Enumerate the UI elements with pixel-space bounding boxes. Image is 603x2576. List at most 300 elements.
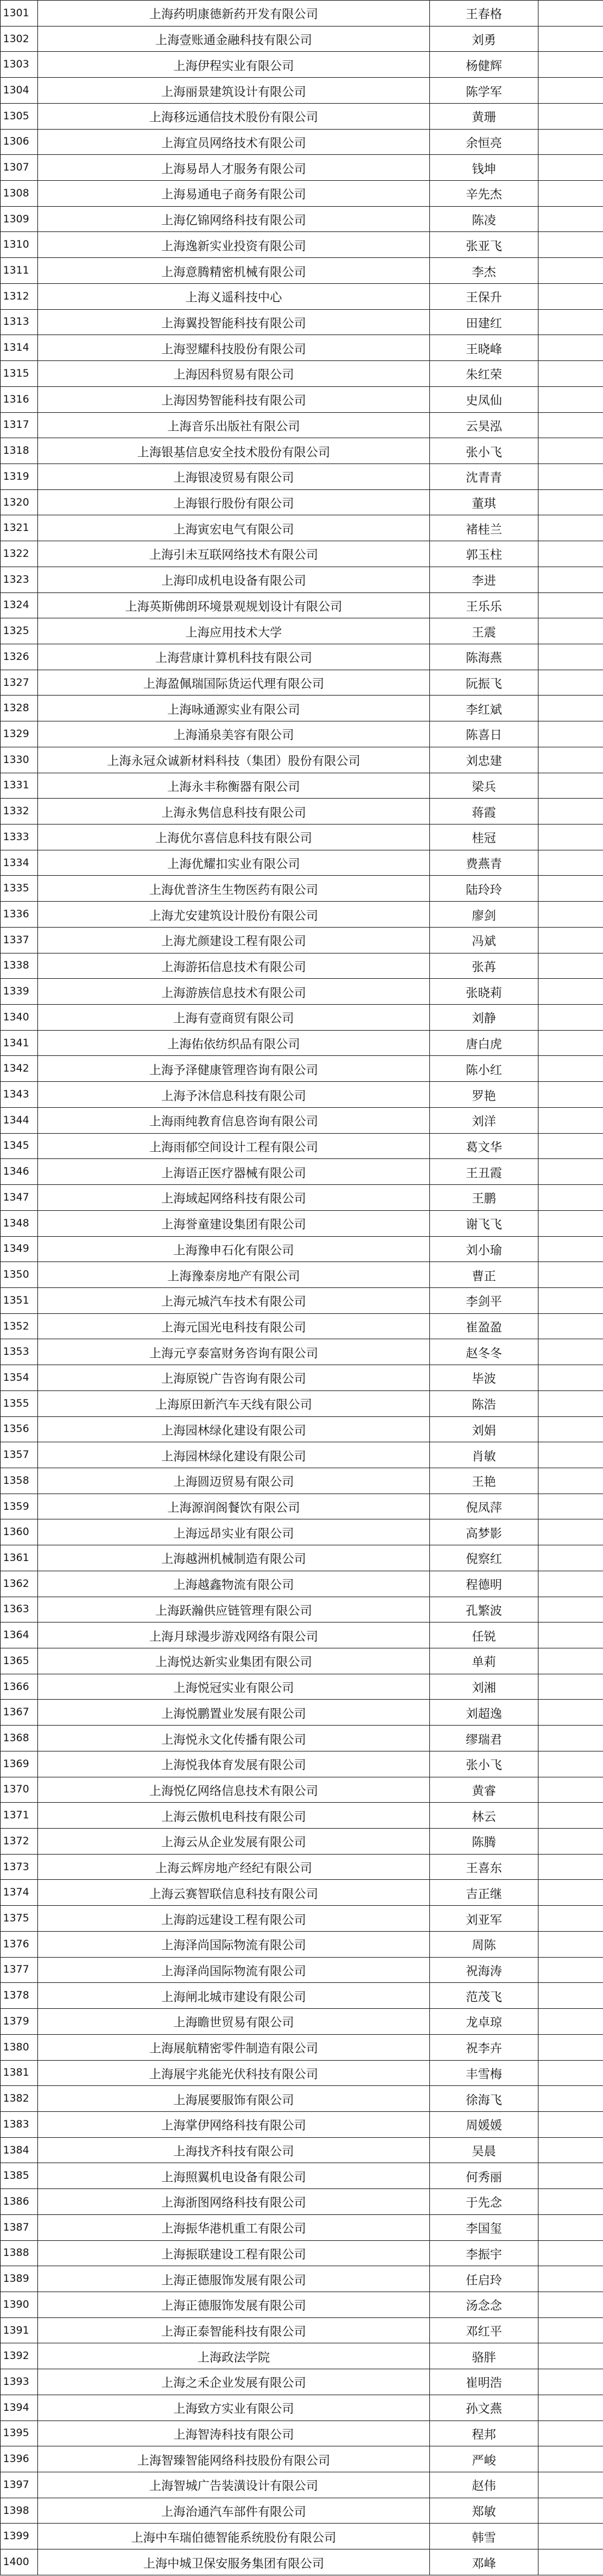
person-name-cell: 毕波 — [430, 1365, 538, 1391]
empty-cell — [538, 2214, 603, 2240]
company-name-cell: 上海尤安建筑设计股份有限公司 — [38, 902, 430, 928]
row-number-cell: 1332 — [1, 799, 38, 825]
person-name-cell: 何秀丽 — [430, 2163, 538, 2189]
empty-cell — [538, 1133, 603, 1159]
person-name-cell: 崔明浩 — [430, 2369, 538, 2395]
empty-cell — [538, 283, 603, 309]
person-name-cell: 郭玉柱 — [430, 541, 538, 567]
table-row — [1, 2498, 603, 2524]
person-name-cell: 王喜东 — [430, 1854, 538, 1880]
row-number-cell: 1360 — [1, 1519, 38, 1545]
row-number-cell: 1328 — [1, 696, 38, 721]
company-name-cell: 上海原锐广告咨询有限公司 — [38, 1365, 430, 1391]
company-name-cell: 上海印成机电设备有限公司 — [38, 567, 430, 592]
row-number-cell: 1378 — [1, 1983, 38, 2009]
row-number-cell: 1347 — [1, 1185, 38, 1211]
table-row — [1, 1494, 603, 1519]
company-name-cell: 上海之禾企业发展有限公司 — [38, 2369, 430, 2395]
person-name-cell: 于先念 — [430, 2189, 538, 2215]
table-row — [1, 181, 603, 207]
person-name-cell: 赵伟 — [430, 2472, 538, 2498]
person-name-cell: 缪瑞君 — [430, 1726, 538, 1751]
person-name-cell: 刘小瑜 — [430, 1236, 538, 1262]
table-row — [1, 979, 603, 1005]
person-name-cell: 陈腾 — [430, 1829, 538, 1855]
row-number-cell: 1309 — [1, 206, 38, 232]
person-name-cell: 余恒亮 — [430, 129, 538, 155]
company-name-cell: 上海予泽健康管理咨询有限公司 — [38, 1056, 430, 1082]
table-row — [1, 309, 603, 335]
row-number-cell: 1308 — [1, 181, 38, 207]
row-number-cell: 1301 — [1, 1, 38, 27]
person-name-cell: 陈喜日 — [430, 721, 538, 747]
row-number-cell: 1374 — [1, 1880, 38, 1906]
empty-cell — [538, 335, 603, 361]
table-row — [1, 902, 603, 928]
company-name-cell: 上海云辉房地产经纪有限公司 — [38, 1854, 430, 1880]
table-row — [1, 2420, 603, 2446]
empty-cell — [538, 412, 603, 438]
row-number-cell: 1345 — [1, 1133, 38, 1159]
empty-cell — [538, 1571, 603, 1597]
company-name-cell: 上海永隽信息科技有限公司 — [38, 799, 430, 825]
table-row — [1, 1313, 603, 1339]
empty-cell — [538, 1751, 603, 1777]
empty-cell — [538, 2498, 603, 2524]
empty-cell — [538, 2446, 603, 2472]
person-name-cell: 罗艳 — [430, 1082, 538, 1108]
row-number-cell: 1356 — [1, 1416, 38, 1442]
company-name-cell: 上海展宇兆能光伏科技有限公司 — [38, 2060, 430, 2086]
table-row — [1, 2317, 603, 2343]
table-row — [1, 747, 603, 773]
person-name-cell: 陈凌 — [430, 206, 538, 232]
person-name-cell: 唐白虎 — [430, 1030, 538, 1056]
table-row — [1, 2009, 603, 2035]
empty-cell — [538, 1107, 603, 1133]
row-number-cell: 1303 — [1, 52, 38, 78]
empty-cell — [538, 696, 603, 721]
person-name-cell: 李进 — [430, 567, 538, 592]
company-name-cell: 上海月球漫步游戏网络有限公司 — [38, 1623, 430, 1648]
person-name-cell: 李杰 — [430, 258, 538, 284]
person-name-cell: 孔繁波 — [430, 1597, 538, 1623]
row-number-cell: 1317 — [1, 412, 38, 438]
table-row — [1, 1545, 603, 1571]
table-row — [1, 1674, 603, 1700]
company-name-cell: 上海悦亿网络信息技术有限公司 — [38, 1777, 430, 1803]
table-row — [1, 52, 603, 78]
table-row — [1, 1442, 603, 1468]
company-name-cell: 上海中城卫保安服务集团有限公司 — [38, 2549, 430, 2575]
company-name-cell: 上海尤颜建设工程有限公司 — [38, 927, 430, 953]
empty-cell — [538, 876, 603, 902]
person-name-cell: 褚桂兰 — [430, 515, 538, 541]
row-number-cell: 1334 — [1, 850, 38, 876]
row-number-cell: 1393 — [1, 2369, 38, 2395]
company-name-cell: 上海照翼机电设备有限公司 — [38, 2163, 430, 2189]
row-number-cell: 1326 — [1, 644, 38, 670]
company-name-cell: 上海翼投智能科技有限公司 — [38, 309, 430, 335]
empty-cell — [538, 1623, 603, 1648]
company-name-cell: 上海中车瑞伯德智能系统股份有限公司 — [38, 2524, 430, 2549]
table-row — [1, 1519, 603, 1545]
empty-cell — [538, 773, 603, 799]
table-row — [1, 2137, 603, 2163]
person-name-cell: 祝李卉 — [430, 2034, 538, 2060]
person-name-cell: 梁兵 — [430, 773, 538, 799]
row-number-cell: 1343 — [1, 1082, 38, 1108]
company-name-cell: 上海雨郁空间设计工程有限公司 — [38, 1133, 430, 1159]
row-number-cell: 1358 — [1, 1468, 38, 1494]
company-name-cell: 上海原田新汽车天线有限公司 — [38, 1390, 430, 1416]
company-name-cell: 上海翌耀科技股份有限公司 — [38, 335, 430, 361]
empty-cell — [538, 2292, 603, 2317]
row-number-cell: 1396 — [1, 2446, 38, 2472]
person-name-cell: 韩雪 — [430, 2524, 538, 2549]
person-name-cell: 陈学军 — [430, 78, 538, 104]
row-number-cell: 1320 — [1, 489, 38, 515]
person-name-cell: 单莉 — [430, 1648, 538, 1674]
table-row — [1, 1, 603, 27]
empty-cell — [538, 2060, 603, 2086]
row-number-cell: 1306 — [1, 129, 38, 155]
empty-cell — [538, 1468, 603, 1494]
empty-cell — [538, 129, 603, 155]
person-name-cell: 郑敏 — [430, 2498, 538, 2524]
empty-cell — [538, 1957, 603, 1983]
company-name-cell: 上海正德服饰发展有限公司 — [38, 2292, 430, 2317]
row-number-cell: 1381 — [1, 2060, 38, 2086]
row-number-cell: 1389 — [1, 2266, 38, 2292]
row-number-cell: 1319 — [1, 463, 38, 489]
table-row — [1, 1416, 603, 1442]
company-name-cell: 上海正德服饰发展有限公司 — [38, 2266, 430, 2292]
table-row — [1, 2240, 603, 2266]
empty-cell — [538, 1416, 603, 1442]
company-name-cell: 上海智臻智能网络科技股份有限公司 — [38, 2446, 430, 2472]
person-name-cell: 田建红 — [430, 309, 538, 335]
person-name-cell: 刘湘 — [430, 1674, 538, 1700]
row-number-cell: 1315 — [1, 361, 38, 387]
row-number-cell: 1341 — [1, 1030, 38, 1056]
person-name-cell: 杨健辉 — [430, 52, 538, 78]
row-number-cell: 1307 — [1, 155, 38, 181]
row-number-cell: 1348 — [1, 1210, 38, 1236]
table-row — [1, 2472, 603, 2498]
row-number-cell: 1377 — [1, 1957, 38, 1983]
table-row — [1, 696, 603, 721]
row-number-cell: 1316 — [1, 386, 38, 412]
company-name-cell: 上海亿锦网络科技有限公司 — [38, 206, 430, 232]
row-number-cell: 1323 — [1, 567, 38, 592]
empty-cell — [538, 258, 603, 284]
table-row — [1, 1030, 603, 1056]
empty-cell — [538, 2034, 603, 2060]
empty-cell — [538, 2111, 603, 2137]
person-name-cell: 云昊泓 — [430, 412, 538, 438]
table-row — [1, 1854, 603, 1880]
person-name-cell: 冯斌 — [430, 927, 538, 953]
empty-cell — [538, 1236, 603, 1262]
company-name-cell: 上海引未互联网络技术有限公司 — [38, 541, 430, 567]
company-name-cell: 上海云赛智联信息科技有限公司 — [38, 1880, 430, 1906]
empty-cell — [538, 386, 603, 412]
table-row — [1, 2524, 603, 2549]
company-name-cell: 上海涌泉美容有限公司 — [38, 721, 430, 747]
table-row — [1, 721, 603, 747]
row-number-cell: 1322 — [1, 541, 38, 567]
table-row — [1, 1829, 603, 1855]
table-row — [1, 1082, 603, 1108]
person-name-cell: 陈浩 — [430, 1390, 538, 1416]
row-number-cell: 1367 — [1, 1700, 38, 1726]
company-name-cell: 上海悦达新实业集团有限公司 — [38, 1648, 430, 1674]
company-name-cell: 上海悦永文化传播有限公司 — [38, 1726, 430, 1751]
row-number-cell: 1388 — [1, 2240, 38, 2266]
empty-cell — [538, 1829, 603, 1855]
person-name-cell: 倪察红 — [430, 1545, 538, 1571]
table-row — [1, 515, 603, 541]
person-name-cell: 李振宇 — [430, 2240, 538, 2266]
company-name-cell: 上海因势智能科技有限公司 — [38, 386, 430, 412]
row-number-cell: 1373 — [1, 1854, 38, 1880]
row-number-cell: 1383 — [1, 2111, 38, 2137]
empty-cell — [538, 78, 603, 104]
empty-cell — [538, 1983, 603, 2009]
company-name-cell: 上海盈佩瑞国际货运代理有限公司 — [38, 670, 430, 696]
company-name-cell: 上海永冠众诚新材料科技（集团）股份有限公司 — [38, 747, 430, 773]
company-name-cell: 上海壹账通金融科技有限公司 — [38, 26, 430, 52]
company-name-cell: 上海元亨泰富财务咨询有限公司 — [38, 1339, 430, 1365]
table-row — [1, 1468, 603, 1494]
person-name-cell: 范茂飞 — [430, 1983, 538, 2009]
empty-cell — [538, 1339, 603, 1365]
empty-cell — [538, 2163, 603, 2189]
table-row — [1, 232, 603, 258]
empty-cell — [538, 438, 603, 464]
table-row — [1, 1931, 603, 1957]
table-row — [1, 1957, 603, 1983]
empty-cell — [538, 1597, 603, 1623]
table-row — [1, 953, 603, 979]
person-name-cell: 丰雪梅 — [430, 2060, 538, 2086]
company-name-cell: 上海寅宏电气有限公司 — [38, 515, 430, 541]
empty-cell — [538, 52, 603, 78]
row-number-cell: 1394 — [1, 2395, 38, 2420]
table-row — [1, 463, 603, 489]
row-number-cell: 1321 — [1, 515, 38, 541]
person-name-cell: 桂冠 — [430, 825, 538, 850]
row-number-cell: 1397 — [1, 2472, 38, 2498]
person-name-cell: 刘静 — [430, 1005, 538, 1031]
person-name-cell: 肖敏 — [430, 1442, 538, 1468]
person-name-cell: 陈海燕 — [430, 644, 538, 670]
empty-cell — [538, 1519, 603, 1545]
row-number-cell: 1353 — [1, 1339, 38, 1365]
company-name-cell: 上海易昂人才服务有限公司 — [38, 155, 430, 181]
person-name-cell: 骆胖 — [430, 2343, 538, 2369]
table-row — [1, 541, 603, 567]
table-row — [1, 1365, 603, 1391]
row-number-cell: 1351 — [1, 1287, 38, 1313]
person-name-cell: 赵冬冬 — [430, 1339, 538, 1365]
row-number-cell: 1362 — [1, 1571, 38, 1597]
empty-cell — [538, 1313, 603, 1339]
person-name-cell: 王春格 — [430, 1, 538, 27]
empty-cell — [538, 1700, 603, 1726]
empty-cell — [538, 1777, 603, 1803]
row-number-cell: 1329 — [1, 721, 38, 747]
empty-cell — [538, 1931, 603, 1957]
person-name-cell: 邓峰 — [430, 2549, 538, 2575]
empty-cell — [538, 2086, 603, 2112]
company-name-cell: 上海悦鹏置业发展有限公司 — [38, 1700, 430, 1726]
company-name-cell: 上海逸新实业投资有限公司 — [38, 232, 430, 258]
person-name-cell: 林云 — [430, 1803, 538, 1829]
company-name-cell: 上海予沐信息科技有限公司 — [38, 1082, 430, 1108]
person-name-cell: 刘娟 — [430, 1416, 538, 1442]
row-number-cell: 1349 — [1, 1236, 38, 1262]
empty-cell — [538, 2266, 603, 2292]
table-row — [1, 927, 603, 953]
company-name-cell: 上海泽尚国际物流有限公司 — [38, 1931, 430, 1957]
person-name-cell: 蒋霞 — [430, 799, 538, 825]
empty-cell — [538, 1287, 603, 1313]
empty-cell — [538, 1, 603, 27]
table-row — [1, 1597, 603, 1623]
empty-cell — [538, 747, 603, 773]
table-row — [1, 1056, 603, 1082]
person-name-cell: 张苒 — [430, 953, 538, 979]
person-name-cell: 王艳 — [430, 1468, 538, 1494]
company-name-cell: 上海浙图网络科技有限公司 — [38, 2189, 430, 2215]
empty-cell — [538, 1854, 603, 1880]
person-name-cell: 孙文燕 — [430, 2395, 538, 2420]
empty-cell — [538, 2549, 603, 2575]
table-row — [1, 26, 603, 52]
person-name-cell: 刘超逸 — [430, 1700, 538, 1726]
company-name-cell: 上海营康计算机科技有限公司 — [38, 644, 430, 670]
empty-cell — [538, 2317, 603, 2343]
table-row — [1, 618, 603, 644]
person-name-cell: 王保升 — [430, 283, 538, 309]
company-name-cell: 上海宜员网络技术有限公司 — [38, 129, 430, 155]
empty-cell — [538, 2472, 603, 2498]
person-name-cell: 刘勇 — [430, 26, 538, 52]
company-name-cell: 上海语正医疗器械有限公司 — [38, 1159, 430, 1185]
company-name-cell: 上海悦我体育发展有限公司 — [38, 1751, 430, 1777]
row-number-cell: 1372 — [1, 1829, 38, 1855]
table-row — [1, 2292, 603, 2317]
company-name-cell: 上海游拓信息技术有限公司 — [38, 953, 430, 979]
row-number-cell: 1355 — [1, 1390, 38, 1416]
row-number-cell: 1376 — [1, 1931, 38, 1957]
company-name-cell: 上海豫泰房地产有限公司 — [38, 1262, 430, 1288]
table-row — [1, 258, 603, 284]
row-number-cell: 1370 — [1, 1777, 38, 1803]
table-row — [1, 103, 603, 129]
company-name-cell: 上海义遥科技中心 — [38, 283, 430, 309]
row-number-cell: 1305 — [1, 103, 38, 129]
table-row — [1, 155, 603, 181]
empty-cell — [538, 155, 603, 181]
empty-cell — [538, 206, 603, 232]
table-row — [1, 2343, 603, 2369]
company-name-cell: 上海优尔喜信息科技有限公司 — [38, 825, 430, 850]
company-name-cell: 上海找齐科技有限公司 — [38, 2137, 430, 2163]
company-name-cell: 上海有壹商贸有限公司 — [38, 1005, 430, 1031]
empty-cell — [538, 1262, 603, 1288]
empty-cell — [538, 2240, 603, 2266]
company-name-cell: 上海致方实业有限公司 — [38, 2395, 430, 2420]
company-name-cell: 上海应用技术大学 — [38, 618, 430, 644]
person-name-cell: 倪凤萍 — [430, 1494, 538, 1519]
table-row — [1, 799, 603, 825]
table-row — [1, 644, 603, 670]
company-name-cell: 上海雨纯教育信息咨询有限公司 — [38, 1107, 430, 1133]
company-name-cell: 上海远昂实业有限公司 — [38, 1519, 430, 1545]
empty-cell — [538, 799, 603, 825]
person-name-cell: 吉正继 — [430, 1880, 538, 1906]
empty-cell — [538, 1082, 603, 1108]
empty-cell — [538, 670, 603, 696]
row-number-cell: 1331 — [1, 773, 38, 799]
empty-cell — [538, 1210, 603, 1236]
empty-cell — [538, 927, 603, 953]
row-number-cell: 1359 — [1, 1494, 38, 1519]
company-name-cell: 上海圆迈贸易有限公司 — [38, 1468, 430, 1494]
person-name-cell: 廖剑 — [430, 902, 538, 928]
empty-cell — [538, 902, 603, 928]
person-name-cell: 黄珊 — [430, 103, 538, 129]
empty-cell — [538, 515, 603, 541]
empty-cell — [538, 567, 603, 592]
table-row — [1, 2086, 603, 2112]
empty-cell — [538, 1365, 603, 1391]
company-name-cell: 上海源润阁餐饮有限公司 — [38, 1494, 430, 1519]
row-number-cell: 1399 — [1, 2524, 38, 2549]
person-name-cell: 张小飞 — [430, 438, 538, 464]
table-row — [1, 1906, 603, 1932]
empty-cell — [538, 953, 603, 979]
table-row — [1, 1133, 603, 1159]
company-name-cell: 上海元国光电科技有限公司 — [38, 1313, 430, 1339]
company-name-cell: 上海意腾精密机械有限公司 — [38, 258, 430, 284]
company-name-cell: 上海振华港机重工有限公司 — [38, 2214, 430, 2240]
row-number-cell: 1340 — [1, 1005, 38, 1031]
table-row — [1, 1880, 603, 1906]
row-number-cell: 1369 — [1, 1751, 38, 1777]
company-name-cell: 上海越鑫物流有限公司 — [38, 1571, 430, 1597]
company-name-cell: 上海誉童建设集团有限公司 — [38, 1210, 430, 1236]
table-row — [1, 1262, 603, 1288]
empty-cell — [538, 1906, 603, 1932]
row-number-cell: 1363 — [1, 1597, 38, 1623]
row-number-cell: 1366 — [1, 1674, 38, 1700]
table-row — [1, 489, 603, 515]
table-row — [1, 567, 603, 592]
row-number-cell: 1310 — [1, 232, 38, 258]
table-row — [1, 2060, 603, 2086]
empty-cell — [538, 1005, 603, 1031]
company-name-cell: 上海永丰称衡器有限公司 — [38, 773, 430, 799]
empty-cell — [538, 26, 603, 52]
person-name-cell: 龙卓琼 — [430, 2009, 538, 2035]
company-name-cell: 上海游族信息技术有限公司 — [38, 979, 430, 1005]
table-row — [1, 438, 603, 464]
table-row — [1, 283, 603, 309]
